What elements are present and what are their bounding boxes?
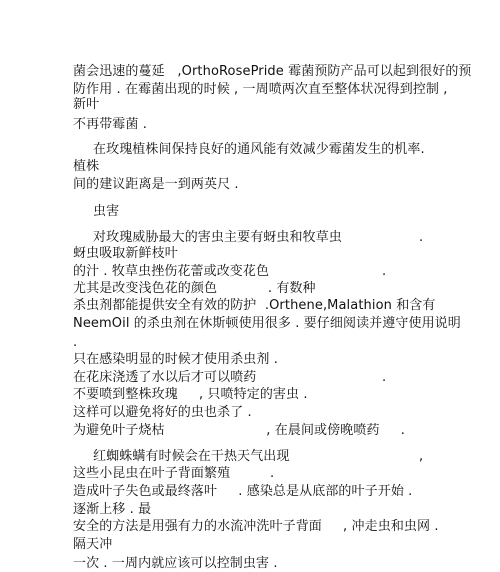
trailing-mark: .	[382, 370, 387, 385]
paragraph-line: 在花床浇透了水以后才可以喷药	[73, 370, 257, 385]
paragraph-line: 安全的方法是用强有力的水流冲洗叶子背面 , 冲走虫和虫网 .	[73, 519, 439, 534]
paragraph-line: 菌会迅速的蔓延 ,OrthoRosePride 霉菌预防产品可以起到很好的预	[73, 64, 472, 79]
paragraph-line: 新叶	[73, 97, 100, 112]
paragraph-line: 不再带霉菌 .	[73, 117, 147, 132]
trailing-mark: .	[270, 466, 275, 481]
paragraph-line: 为避免叶子烧枯 , 在晨间或傍晚喷药 .	[73, 423, 405, 438]
paragraph-line: 尤其是改变浅色花的颜色 . 有数种	[73, 281, 316, 296]
paragraph-line: 防作用 . 在霉菌出现的时候 , 一周喷两次直至整体状况得到控制 ,	[73, 82, 448, 97]
paragraph-line: 隔天冲	[73, 537, 113, 552]
paragraph-line: 蚜虫吸取新鲜枝叶	[73, 246, 178, 261]
paragraph-line: 造成叶子失色或最终落叶 . 感染总是从底部的叶子开始 .	[73, 484, 413, 499]
trailing-mark: ,	[419, 449, 424, 464]
paragraph-line: 只在感染明显的时候才使用杀虫剂 .	[73, 352, 278, 367]
paragraph-line: 不要喷到整株玫瑰 , 只喷特定的害虫 .	[73, 387, 308, 402]
paragraph-line: 在玫瑰植株间保持良好的通风能有效减少霉菌发生的机率.	[93, 142, 425, 157]
paragraph-line: 红蜘蛛螨有时候会在干热天气出现	[93, 449, 290, 464]
paragraph-line: 的汁 . 牧草虫挫伤花蕾或改变花色	[73, 264, 270, 279]
paragraph-line: .	[73, 335, 78, 350]
paragraph-line: 这样可以避免将好的虫也杀了 .	[73, 405, 252, 420]
paragraph-line: 间的建议距离是一到两英尺 .	[73, 177, 239, 192]
trailing-mark: .	[419, 230, 424, 245]
paragraph-line: 这些小昆虫在叶子背面繁殖	[73, 466, 231, 481]
section-heading: 虫害	[93, 204, 120, 219]
paragraph-line: NeemOil 的杀虫剂在休斯顿使用很多 . 要仔细阅读并遵守使用说明	[73, 316, 461, 331]
trailing-mark: .	[382, 264, 387, 279]
paragraph-line: 植株	[73, 159, 100, 174]
paragraph-line: 杀虫剂都能提供安全有效的防护 .Orthene,Malathion 和含有	[73, 298, 436, 313]
paragraph-line: 一次 . 一周内就应该可以控制虫害 .	[73, 556, 278, 571]
paragraph-line: 对玫瑰威胁最大的害虫主要有蚜虫和牧草虫	[93, 230, 342, 245]
paragraph-line: 逐渐上移 . 最	[73, 502, 152, 517]
